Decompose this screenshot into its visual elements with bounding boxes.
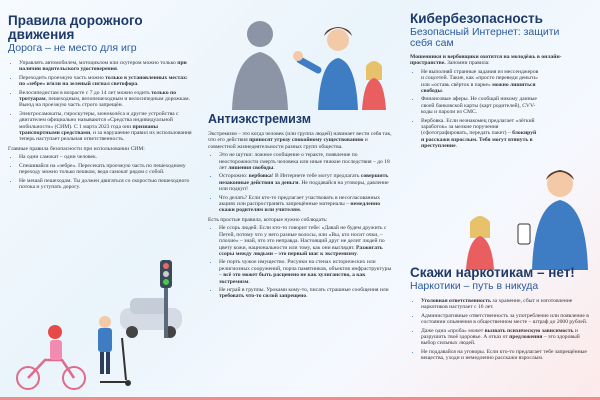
girl-looking-phone-icon: [466, 216, 494, 270]
rule-item: • Не играй в группы. Уроками кому-то, писать страшные сообщения или требовать что-то силой запрещено.: [219, 287, 394, 300]
traffic-rule-item: • Велосипедистам в возрасте с 7 до 14 лет можно ездить только по тротуарам, пешеходным, велопешеходным и велосипедным дорожкам. Выезд на проезжую часть строго запрещён.: [19, 90, 192, 109]
drugs-item: • Не поддавайся на уговоры. Если кто-то предлагает тебе запрещённые вещества, уходи и немедленно расскажи взрослым.: [421, 349, 592, 362]
sim-intro: Главные правила безопасности при использовании СИМ:: [8, 145, 145, 152]
extremism-list: [208, 152, 394, 214]
drugs-title: Скажи наркотикам – нет!: [410, 265, 575, 280]
cyber-item: • Финансовые аферы. Не сообщай никому данные своей банковской карты (карт родителей), CVV-коды и пароли из СМС.: [421, 96, 539, 115]
traffic-rule-item: • Переходить проезжую часть можно только в установленных местах: по «зебре» и/или на зеленый сигнал светофора.: [19, 75, 192, 88]
drugs-list: [410, 298, 592, 362]
sim-rule-item: • Не мешай пешеходам. Ты должен двигаться со скоростью пешеходного потока и уступать дорогу.: [19, 178, 192, 191]
rules-list: [208, 225, 394, 299]
traffic-rule-item: • Управлять автомобилем, мотоциклом или скутером можно только при наличии водительского удостоверения.: [19, 60, 192, 73]
extremism-item: • Что делать? Если кто-то предлагает участвовать в несогласованных акциях или распространять запрещённые материалы – немедленно скажи родителям или учителям.: [219, 195, 394, 214]
cyber-title: Кибербезопасность: [410, 11, 543, 26]
rules-intro: Есть простые правила, которые нужно соблюдать:: [208, 216, 328, 223]
bicycle-girl-icon: [17, 325, 85, 389]
extremism-illustration: [200, 0, 400, 110]
drugs-item: • Административные ответственность за употребление или появление в состоянии опьянения в общественном месте – штраф до 2000 рублей.: [421, 313, 592, 326]
boy-with-phone-icon: [518, 170, 588, 270]
cyber-security-panel: [400, 0, 600, 400]
sim-rules-list: [8, 154, 192, 190]
silhouette-man-icon: [232, 21, 288, 110]
cyber-subtitle: Безопасный Интернет: защити себя сам: [410, 26, 560, 49]
extremism-item: • Это не шутки: ложное сообщение о теракте, появление по неосторожности смерть человека или иные тяжкие последствия – до 18 лет лишения свободы.: [219, 152, 394, 171]
girl-icon: [362, 61, 386, 110]
cyber-illustration: [400, 150, 600, 270]
traffic-rules-title: Правила дорожного движения: [8, 13, 143, 42]
traffic-rules-list: [8, 60, 192, 143]
rule-item: • Не порть чужое имущество. Рисунки на стенах исторических или религиозных сооружений, порча памятников, объектов инфраструктуры – всё это может быть расценено не как хулиганство, а как экстремизм.: [219, 259, 394, 285]
anti-extremism-panel: [200, 0, 400, 400]
traffic-rule-item: • Электросамокаты, гироскутеры, моноколёса и другие устройства с двигателем официально называются «Средства индивидуальной мобильности» (СИМ). С 1 марта 2023 года они признаны транспортными средствами, и за нарушение правил их использования теперь наступает реальная ответственность.: [19, 111, 192, 143]
drugs-item: • Даже одна «проба» может вызвать психическую зависимость и разрушить твоё здоровье. А отказ от предложения – это здоровый выбор сильных людей.: [421, 328, 592, 347]
cyber-list: [410, 69, 539, 150]
boy-stop-gesture-icon: [293, 27, 358, 110]
car-icon: [120, 298, 182, 338]
anti-extremism-title: Антиэкстремизм: [208, 112, 311, 126]
rule-item: • Не ссорь людей. Если кто-то говорит тебе: «Давай не будем дружить с Петей, потому что у него разные волосы, или «Вы, кто носит очки, – плохие» – знай, что это неправда. Настоящий друг не делит людей по цвету кожи, национальности или тому, как они выглядят. Разжигать ссоры между людьми – это первый шаг к экстремизму.: [219, 225, 394, 257]
cyber-item: • Не выполняй странные задания из мессенджеров и соцсетей. Такие, как «просто переведи деньги» или «оставь свёрток в парке» можно лишиться свободы.: [421, 69, 539, 95]
traffic-rules-panel: [0, 0, 200, 400]
extremism-item: • Осторожно: вербовка! В Интернете тебе могут предлагать совершить незаконные действия за деньги. Не поддавайся на уговоры, давление или подкуп!: [219, 173, 394, 192]
extremism-intro: Экстремизм – это когда человек (или группа людей) начинает вести себя так, что его действия приносят угрозу спокойному существованию и совместной жизнедеятельности разных групп общества.: [208, 131, 392, 150]
sim-rule-item: • На одни самокат – одни человек.: [19, 154, 192, 160]
cyber-intro: Мошенники и вербовщики охотятся на молодёжь в онлайн-пространстве. Запомни правила:: [410, 54, 562, 67]
sim-rule-item: • Спешивайся на «зебре». Пересекать проезжую часть по пешеходному переходу можно только пешком, ведя самокат рядом с собой.: [19, 163, 192, 176]
cyber-item: • Вербовка. Если незнакомец предлагает «лёгкий заработок» за мелкие поручения (сфотографировать, передать пакет) – блокируй и расскажи взрослым. Тебя могут втянуть в преступление.: [421, 118, 539, 150]
drugs-subtitle: Наркотики – путь в никуда: [410, 280, 539, 292]
drugs-item: • Уголовная ответственность за хранение, сбыт и изготовление наркотиков наступает с 16 лет.: [421, 298, 592, 311]
traffic-rules-subtitle: Дорога – не место для игр: [8, 42, 137, 54]
traffic-illustration: [0, 260, 200, 400]
